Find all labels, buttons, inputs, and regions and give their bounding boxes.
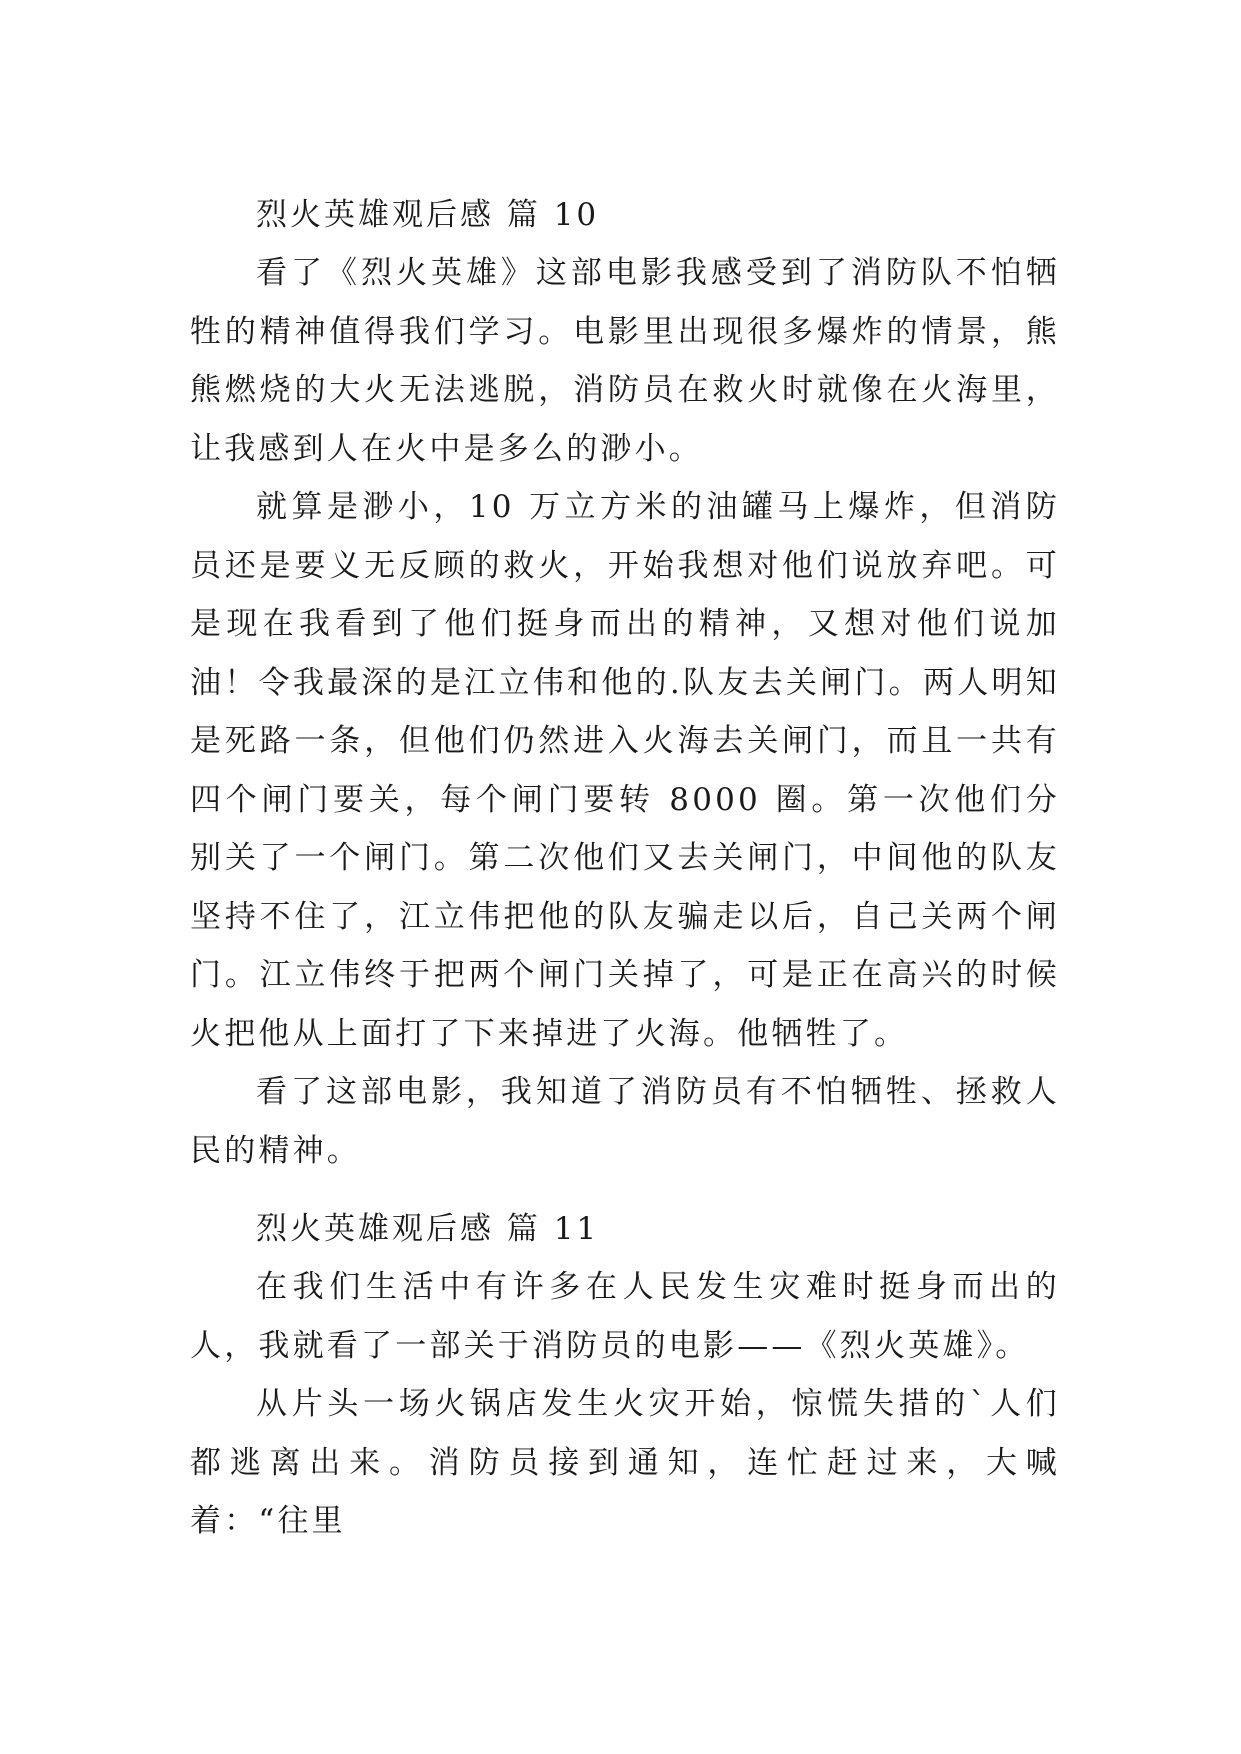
- paragraph: 看了《烈火英雄》这部电影我感受到了消防队不怕牺牲的精神值得我们学习。电影里出现很多爆炸的情景，熊熊燃烧的大火无法逃脱，消防员在救火时就像在火海里，让我感到人在火中是多么的渺小。: [190, 255, 1060, 467]
- section-title: 烈火英雄观后感 篇 11: [256, 1211, 600, 1247]
- paragraph: 从片头一场火锅店发生火灾开始，惊慌失措的`人们都逃离出来。消防员接到通知，连忙赶过来，大喊着：“往里: [190, 1386, 1060, 1539]
- paragraph: 在我们生活中有许多在人民发生灾难时挺身而出的人，我就看了一部关于消防员的电影——《烈火英雄》。: [190, 1269, 1060, 1364]
- paragraph: 看了这部电影，我知道了消防员有不怕牺牲、拯救人民的精神。: [190, 1074, 1060, 1169]
- essay-section-11: [190, 1200, 1060, 1551]
- paragraph: 就算是渺小，10 万立方米的油罐马上爆炸，但消防员还是要义无反顾的救火，开始我想对他们说放弃吧。可是现在我看到了他们挺身而出的精神，又想对他们说加油！令我最深的是江立伟和他的.队友去关闸门。两人明知是死路一条，但他们仍然进入火海去关闸门，而且一共有四个闸门要关，每个闸门要转 8000 圈。第一次他们分别关了一个闸门。第二次他们又去关闸门，中间他的队友坚持不住了，江立伟把他的队友骗走以后，自己关两个闸门。江立伟终于把两个闸门关掉了，可是正在高兴的时候火把他从上面打了下来掉进了火海。他牺牲了。: [190, 489, 1060, 1052]
- essay-section-10: [190, 186, 1060, 1180]
- section-title: 烈火英雄观后感 篇 10: [256, 197, 600, 233]
